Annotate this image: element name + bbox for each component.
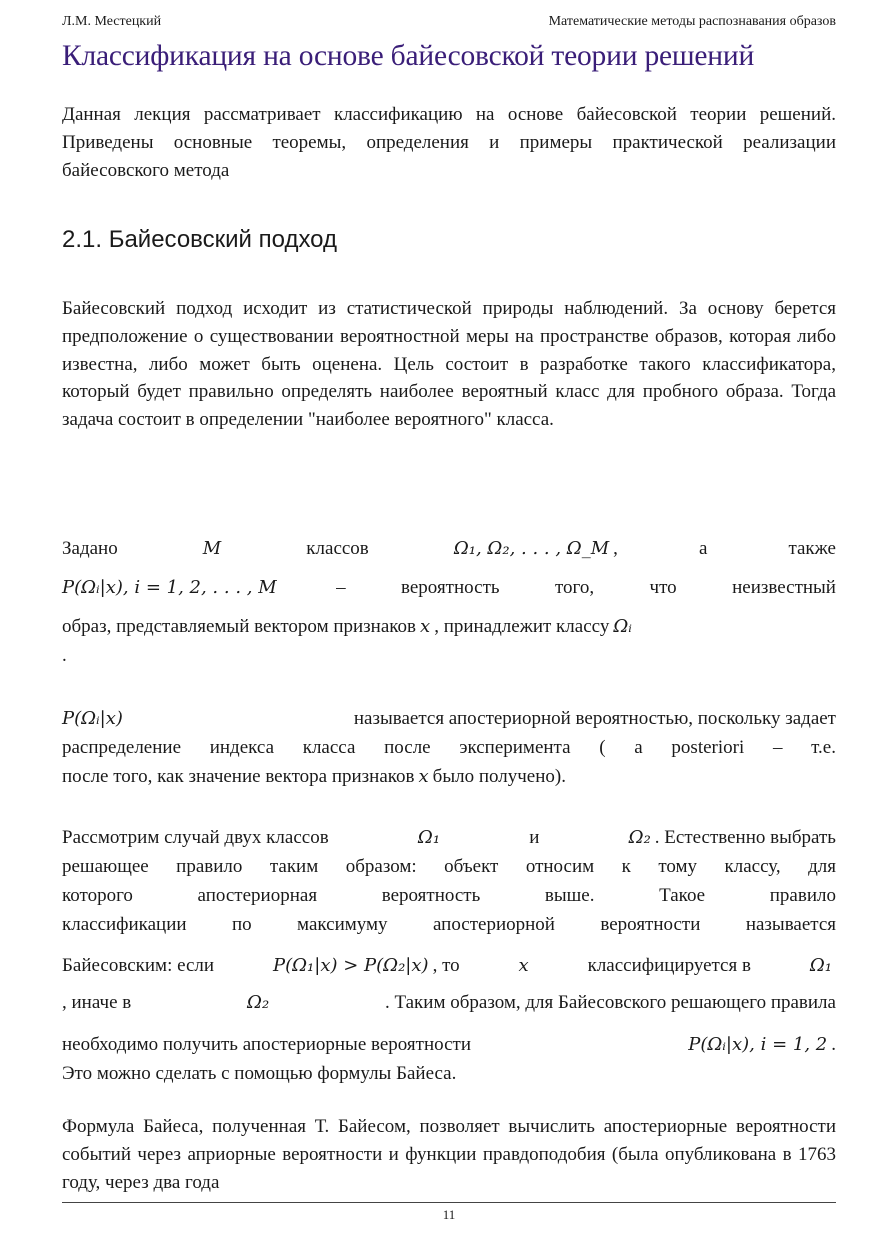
document-title: Классификация на основе байесовской теории решений [62,40,755,72]
math-x: x [420,616,431,637]
math-posterior-12: P(Ωᵢ|x), i = 1, 2 [688,1034,828,1055]
twoclass-line-7-text-a: необходимо получить апостериорные вероятности [62,1034,472,1055]
header-course: Математические методы распознавания образов [548,14,836,29]
twoclass-line-7-text-b: . [831,1034,836,1055]
math-inequality: P(Ω₁|x) > P(Ω₂|x) [273,955,429,976]
math-omega-1: Ω₁ [417,827,441,848]
twoclass-line-6-text-a: , иначе в [62,992,132,1013]
twoclass-line-5-text-b: , то [432,955,460,976]
math-omega-1: Ω₁ [809,955,832,976]
word-that: того, [554,577,595,598]
posterior-line-3 [62,766,836,788]
footer-rule [62,1202,836,1203]
word-a: а [698,538,708,559]
word-and: и [529,827,540,848]
twoclass-line-7 [62,1034,836,1056]
twoclass-line-5-text-c: классифицируется в [587,955,751,976]
twoclass-line-1 [62,827,836,849]
twoclass-line-6-text-b: . Таким образом, для Байесовского решающего правила [384,992,836,1013]
math-posterior-i: P(Ωᵢ|x), i = 1, 2, . . . , M [62,577,277,598]
math-x: x [518,955,529,976]
given-line-3 [62,616,836,638]
document-page [62,0,836,1241]
twoclass-line-4: классификации по максимуму апостериорной вероятности называется [62,914,836,935]
twoclass-line-1-text-b: . Естественно выбрать [654,827,836,848]
bayes-approach-paragraph: Байесовский подход исходит из статистической природы наблюдений. За основу берется предположение о существовании вероятностной меры на пространстве образов, которая либо известна, либо может быть оценена. Цель состоит в разработке такого классификатора, который будет правильно определять наиболее вероятный класс для пробного образа. Тогда задача состоит в определении "наиболее вероятного" класса. [62,298,836,431]
math-m: M [202,538,222,559]
twoclass-line-1-text-a: Рассмотрим случай двух классов [62,827,329,848]
running-header [62,14,836,30]
word-unknown: неизвестный [732,577,836,598]
twoclass-line-3: которого апостериорная вероятность выше. Такое правило [62,885,836,906]
section-heading: 2.1. Байесовский подход [62,226,338,253]
math-posterior: P(Ωᵢ|x) [62,708,123,729]
given-line-3-text-b: , принадлежит классу [434,616,610,637]
dash: – [336,577,346,598]
twoclass-line-2: решающее правило таким образом: объект относим к тому классу, для [62,856,836,877]
word-classes: классов [306,538,369,559]
given-line-4 [62,645,836,667]
page-number: 11 [442,1207,456,1222]
twoclass-line-8: Это можно сделать с помощью формулы Байеса. [62,1063,457,1084]
twoclass-line-5-text-a: Байесовским: если [62,955,215,976]
word-what: что [649,577,677,598]
comma: , [613,538,618,559]
given-line-3-text-a: образ, представляемый вектором признаков [62,616,417,637]
word-also: также [788,538,836,559]
twoclass-line-5 [62,955,836,977]
intro-paragraph: Данная лекция рассматривает классификацию на основе байесовской теории решений. Приведены основные теоремы, определения и примеры практической реализации байесовского метода [62,104,836,181]
word-probability: вероятность [401,577,500,598]
posterior-line-1 [62,708,836,730]
math-omega-2: Ω₂ [247,992,270,1013]
posterior-line-2: распределение индекса класса после эксперимента ( a posteriori – т.е. [62,737,836,758]
posterior-line-1-text: называется апостериорной вероятностью, поскольку задает [353,708,836,729]
period: . [62,645,67,666]
given-line-2 [62,577,836,599]
posterior-line-3-text-b: было получено). [432,766,566,787]
given-line-1 [62,538,836,560]
word-given: Задано [62,538,118,559]
posterior-line-3-text-a: после того, как значение вектора признаков [62,766,415,787]
header-author: Л.М. Местецкий [62,14,162,29]
twoclass-line-6 [62,992,836,1014]
math-omega-2: Ω₂ [628,827,651,848]
math-x: x [418,766,429,787]
math-omega-list: Ω₁, Ω₂, . . . , Ω_M [453,538,610,559]
math-omega-i: Ωᵢ [613,616,632,637]
bayes-formula-paragraph: Формула Байеса, полученная Т. Байесом, позволяет вычислить апостериорные вероятности событий через априорные вероятности и функции правдоподобия (была опубликована в 1763 году, через два года [62,1116,836,1193]
